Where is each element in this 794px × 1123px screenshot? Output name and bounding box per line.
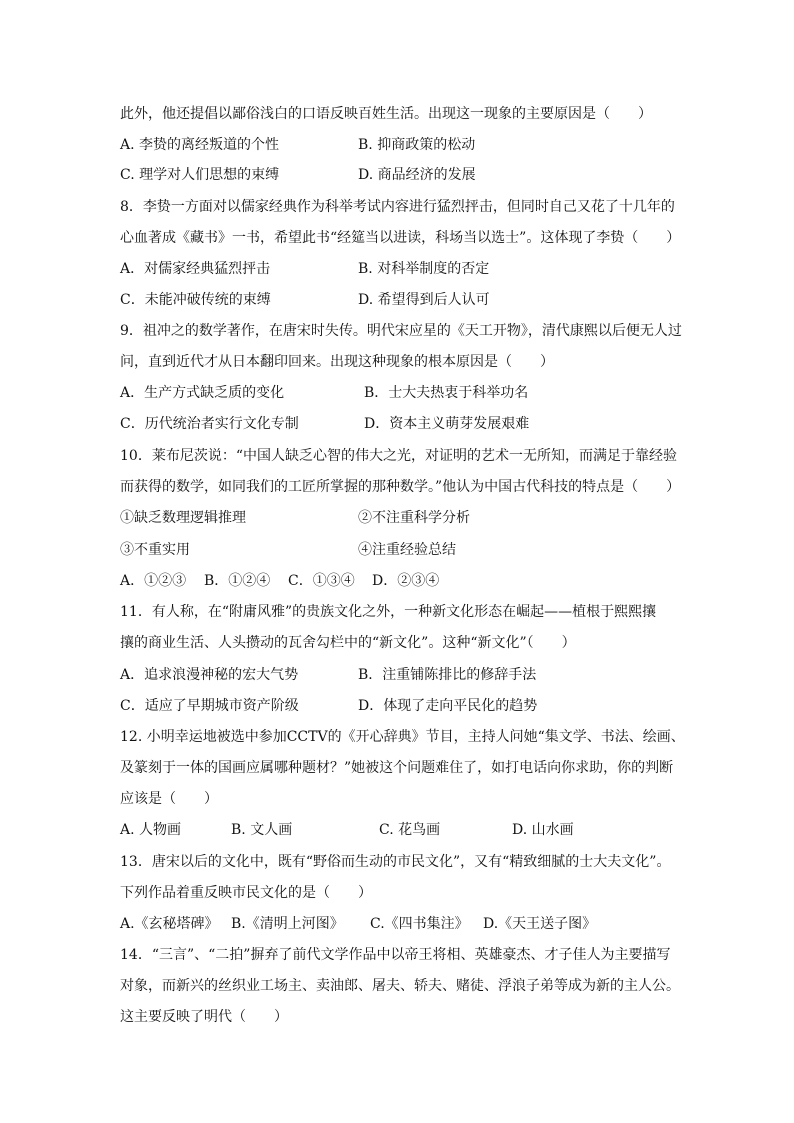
question-9-stem-2: 问，直到近代才从日本翻印回来。出现这种现象的根本原因是（ ） <box>120 354 554 370</box>
question-12-stem-1: 12. 小明幸运地被选中参加CCTV的《开心辞典》节目，主持人问她“集文学、书法、绘画、 <box>120 729 685 745</box>
q10-item-2: ②不注重科学分析 <box>358 510 470 526</box>
q8-option-c: C．未能冲破传统的束缚 <box>120 292 271 308</box>
q7-option-b: B. 抑商政策的松动 <box>358 137 476 153</box>
q9-option-d: D．资本主义萌芽发展艰难 <box>364 416 530 432</box>
q13-answer-a: A.《玄秘塔碑》 <box>120 916 219 932</box>
q9-option-c: C．历代统治者实行文化专制 <box>120 416 299 432</box>
q7-option-c: C. 理学对人们思想的束缚 <box>120 167 280 183</box>
question-14-stem-1: 14．“三言”、“二拍”摒弃了前代文学作品中以帝王将相、英雄豪杰、才子佳人为主要描写 <box>120 947 671 963</box>
q10-answer-d: D．②③④ <box>372 573 440 589</box>
q10-item-1: ①缺乏数理逻辑推理 <box>120 510 246 526</box>
question-11-stem-1: 11．有人称，在“附庸风雅”的贵族文化之外，一种新文化形态在崛起——植根于熙熙攘 <box>120 604 657 620</box>
q12-answer-b: B. 文人画 <box>231 822 293 838</box>
q10-answer-c: C．①③④ <box>288 573 355 589</box>
q12-answers <box>120 820 574 840</box>
q7-option-a: A. 李贽的离经叛道的个性 <box>120 137 280 153</box>
q13-answer-c: C.《四书集注》 <box>370 916 469 932</box>
q11-option-d: D．体现了走向平民化的趋势 <box>358 698 538 714</box>
question-14-stem-3: 这主要反映了明代（ ） <box>120 1009 288 1025</box>
q9-option-b: B．士大夫热衷于科举功名 <box>364 385 529 401</box>
question-12-stem-2: 及篆刻于一体的国画应属哪种题材？”她被这个问题难住了，如打电话向你求助，你的判断 <box>120 760 674 776</box>
q12-answer-a: A. 人物画 <box>120 822 182 838</box>
q10-item-4: ④注重经验总结 <box>358 542 456 558</box>
q8-option-d: D. 希望得到后人认可 <box>358 292 490 308</box>
q11-option-a: A．追求浪漫神秘的宏大气势 <box>120 667 299 683</box>
q11-option-b: B．注重铺陈排比的修辞手法 <box>358 667 537 683</box>
question-12-stem-3: 应该是（ ） <box>120 791 218 807</box>
q13-answer-b: B.《清明上河图》 <box>231 916 344 932</box>
question-10-stem-2: 而获得的数学，如同我们的工匠所掌握的那种数学。”他认为中国古代科技的特点是（ ） <box>120 479 681 495</box>
q7-option-d: D. 商品经济的发展 <box>358 167 476 183</box>
question-13-stem-1: 13．唐宋以后的文化中，既有“野俗而生动的市民文化”，又有“精致细腻的士大夫文化”。 <box>120 854 671 870</box>
q10-answers <box>120 571 439 591</box>
q9-option-a: A．生产方式缺乏质的变化 <box>120 385 285 401</box>
question-14-stem-2: 对象，而新兴的丝织业工场主、卖油郎、屠夫、轿夫、赌徒、浮浪子弟等成为新的主人公。 <box>120 978 680 994</box>
q10-answer-b: B．①②④ <box>204 573 271 589</box>
q8-option-a: A．对儒家经典猛烈抨击 <box>120 261 271 277</box>
question-7-stem-tail: 此外，他还提倡以鄙俗浅白的口语反映百姓生活。出现这一现象的主要原因是（ ） <box>120 106 652 122</box>
question-10-stem-1: 10．莱布尼茨说：“中国人缺乏心智的伟大之光，对证明的艺术一无所知，而满足于靠经验 <box>120 448 677 464</box>
q12-answer-c: C. 花鸟画 <box>379 822 441 838</box>
q13-answers <box>120 914 596 934</box>
q13-answer-d: D.《天王送子图》 <box>483 916 597 932</box>
question-13-stem-2: 下列作品着重反映市民文化的是（ ） <box>120 885 372 901</box>
question-8-stem-2: 心血著成《藏书》一书，希望此书“经筵当以进读，科场当以选士”。这体现了李贽（ ） <box>120 230 681 246</box>
q11-option-c: C．适应了早期城市资产阶级 <box>120 698 299 714</box>
question-11-stem-2: 攘的商业生活、人头攒动的瓦舍勾栏中的“新文化”。这种“新文化”（ ） <box>120 635 576 651</box>
q10-item-3: ③不重实用 <box>120 542 190 558</box>
q12-answer-d: D. 山水画 <box>512 822 574 838</box>
question-9-stem-1: 9．祖冲之的数学著作，在唐宋时失传。明代宋应星的《天工开物》，清代康熙以后便无人过 <box>120 323 682 339</box>
q10-answer-a: A．①②③ <box>120 573 187 589</box>
q8-option-b: B. 对科举制度的否定 <box>358 261 490 277</box>
question-8-stem-1: 8．李贽一方面对以儒家经典作为科举考试内容进行猛烈抨击，但同时自己又花了十几年的 <box>120 199 675 215</box>
